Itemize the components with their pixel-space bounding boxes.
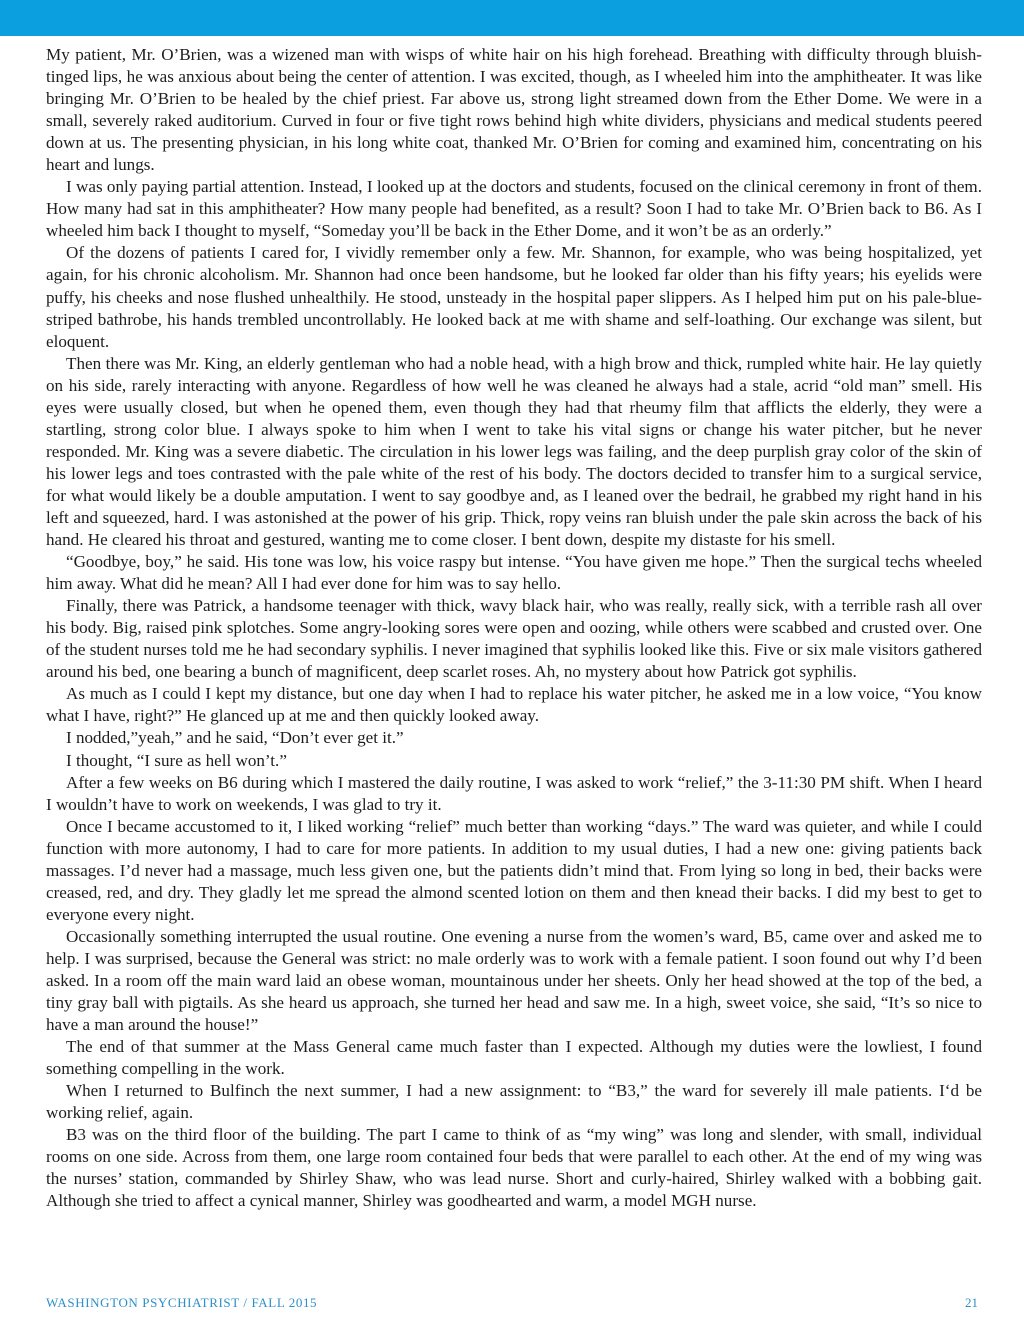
paragraph-end-of-summer: The end of that summer at the Mass General came much faster than I expected. Although my duties were the lowliest, I found something compelling in the work. [46, 1037, 982, 1079]
footer-page-number: 21 [965, 1295, 978, 1310]
paragraph-ether-dome: I was only paying partial attention. Instead, I looked up at the doctors and students, focused on the clinical ceremony in front of them. How many had sat in this amphitheater? How many people had benefited, as a result? Soon I had to take Mr. O’Brien back to B6. As I wheeled him back I thought to myself, “Someday you’ll be back in the Ether Dome, and it won’t be as an orderly.” [46, 177, 982, 241]
paragraph-womens-ward: Occasionally something interrupted the usual routine. One evening a nurse from the women’s ward, B5, came over and asked me to help. I was surprised, because the General was strict: no male orderly was to work with a female patient. I soon found out why I’d been asked. In a room off the main ward laid an obese woman, mountainous under her sheets. Only her head showed at the top of the bed, a tiny gray ball with pigtails. As she heard us approach, she turned her head and saw me. In a high, sweet voice, she said, “It’s so nice to have a man around the house!” [46, 926, 982, 1035]
paragraph-mr-shannon: Of the dozens of patients I cared for, I vividly remember only a few. Mr. Shannon, for example, who was being hospitalized, yet again, for his chronic alcoholism. Mr. Shannon had once been handsome, but he looked far older than his fifty years; his eyelids were puffy, his cheeks and nose flushed unhealthily. He stood, unsteady in the hospital paper slippers. As I helped him put on his pale-blue-striped bathrobe, his hands trembled uncontrollably. He looked back at me with shame and self-loathing. Our exchange was silent, but eloquent. [46, 243, 982, 351]
paragraph-sure-as-hell: I thought, “I sure as hell won’t.” [66, 750, 287, 770]
header-color-band [0, 0, 1024, 36]
paragraph-third-floor: B3 was on the third floor of the building. The part I came to think of as “my wing” was long and slender, with small, individual rooms on one side. Across from them, one large room contained four beds that were parallel to each other. At the end of my wing was the nurses’ station, commanded by Shirley Shaw, who was lead nurse. Short and curly-haired, Shirley walked with a bobbing gait. Although she tried to affect a cynical manner, Shirley was goodhearted and warm, a model MGH nurse. [46, 1125, 982, 1211]
paragraph-back-massages: Once I became accustomed to it, I liked working “relief” much better than working “days.” The ward was quieter, and while I could function with more autonomy, I had to care for more patients. In addition to my usual duties, I had a new one: giving patients back massages. I’d never had a massage, much less given one, but the patients didn’t mind that. From lying so long in bed, their backs were creased, red, and dry. They gladly let me spread the almond scented lotion on them and then knead their backs. I did my best to get to everyone every night. [46, 816, 982, 924]
paragraph-b3-assignment: When I returned to Bulfinch the next summer, I had a new assignment: to “B3,” the ward for severely ill male patients. I‘d be working relief, again. [46, 1081, 982, 1123]
footer-publication-credit: WASHINGTON PSYCHIATRIST / FALL 2015 [46, 1295, 318, 1310]
paragraph-goodbye-boy: “Goodbye, boy,” he said. His tone was low, his voice raspy but intense. “You have given me hope.” Then the surgical techs wheeled him away. What did he mean? All I had ever done for him was to say hello. [46, 552, 982, 594]
paragraph-mr-obrien: My patient, Mr. O’Brien, was a wizened man with wisps of white hair on his high forehead. Breathing with difficulty through bluish-tinged lips, he was anxious about being the center of attention. I was excited, though, as I wheeled him into the amphitheater. It was like bringing Mr. O’Brien to be healed by the chief priest. Far above us, strong light streamed down from the Ether Dome. We were in a small, severely raked auditorium. Curved in four or five tight rows behind high white dividers, physicians and medical students peered down at us. The presenting physician, in his long white coat, thanked Mr. O’Brien for coming and examined him, concentrating on his heart and lungs. [46, 45, 982, 175]
paragraph-mr-king: Then there was Mr. King, an elderly gentleman who had a noble head, with a high brow and thick, rumpled white hair. He lay quietly on his side, rarely interacting with anyone. Regardless of how well he was cleaned he always had a stale, acrid “old man” smell. His eyes were usually closed, but when he opened them, even though they had that rheumy film that afflicts the elderly, they were a startling, strong color blue. I always spoke to him when I went to take his vital signs or change his water pitcher, but he never responded. Mr. King was a severe diabetic. The circulation in his lower legs was failing, and the deep purplish gray color of the skin of his lower legs and toes contrasted with the pale white of the rest of his body. The doctors decided to transfer him to a surgical service, for what would likely be a double amputation. I went to say goodbye and, as I leaned over the bedrail, he grabbed my right hand in his left and squeezed, hard. I was astonished at the power of his grip. Thick, ropy veins ran bluish under the pale skin across the back of his hand. He cleared his throat and gestured, wanting me to come closer. I bent down, despite my distaste for his smell. [46, 353, 982, 550]
paragraph-dont-ever-get-it: I nodded,”yeah,” and he said, “Don’t ever get it.” [66, 728, 404, 748]
paragraph-patrick: Finally, there was Patrick, a handsome teenager with thick, wavy black hair, who was really, really sick, with a terrible rash all over his body. Big, raised pink splotches. Some angry-looking sores were open and oozing, while others were scabbed and crusted over. One of the student nurses told me he had secondary syphilis. I never imagined that syphilis looked like this. Five or six male visitors gathered around his bed, one bearing a bunch of magnificent, deep scarlet roses. Ah, no mystery about how Patrick got syphilis. [46, 596, 982, 682]
article-body [46, 44, 982, 1212]
paragraph-water-pitcher: As much as I could I kept my distance, but one day when I had to replace his water pitcher, he asked me in a low voice, “You know what I have, right?” He glanced up at me and then quickly looked away. [46, 684, 982, 726]
paragraph-relief-shift: After a few weeks on B6 during which I mastered the daily routine, I was asked to work “relief,” the 3-11:30 PM shift. When I heard I wouldn’t have to work on weekends, I was glad to try it. [46, 772, 982, 814]
